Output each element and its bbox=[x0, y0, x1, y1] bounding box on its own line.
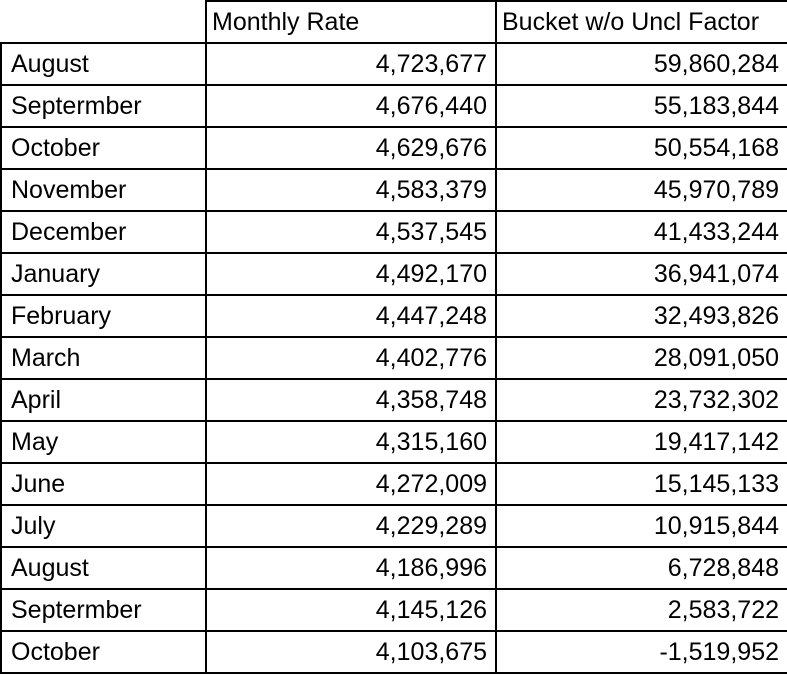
table-row bbox=[1, 421, 787, 463]
bucket-cell: 36,941,074 bbox=[496, 253, 787, 295]
monthly-rate-cell: 4,358,748 bbox=[206, 379, 496, 421]
monthly-rate-cell: 4,103,675 bbox=[206, 631, 496, 673]
table-row bbox=[1, 505, 787, 547]
monthly-rate-cell: 4,676,440 bbox=[206, 85, 496, 127]
bucket-cell: 23,732,302 bbox=[496, 379, 787, 421]
month-cell: January bbox=[1, 253, 206, 295]
month-cell: April bbox=[1, 379, 206, 421]
bucket-cell: 41,433,244 bbox=[496, 211, 787, 253]
bucket-cell: 50,554,168 bbox=[496, 127, 787, 169]
monthly-rate-cell: 4,145,126 bbox=[206, 589, 496, 631]
table-row bbox=[1, 43, 787, 85]
table-row bbox=[1, 253, 787, 295]
table-row bbox=[1, 379, 787, 421]
table-body bbox=[1, 43, 787, 673]
corner-cell bbox=[1, 1, 206, 43]
bucket-header: Bucket w/o Uncl Factor bbox=[496, 1, 787, 43]
header-row bbox=[1, 1, 787, 43]
monthly-rate-cell: 4,272,009 bbox=[206, 463, 496, 505]
table-row bbox=[1, 589, 787, 631]
table-row bbox=[1, 85, 787, 127]
month-cell: March bbox=[1, 337, 206, 379]
bucket-cell: -1,519,952 bbox=[496, 631, 787, 673]
monthly-rate-cell: 4,315,160 bbox=[206, 421, 496, 463]
month-cell: Septermber bbox=[1, 589, 206, 631]
bucket-cell: 2,583,722 bbox=[496, 589, 787, 631]
month-cell: October bbox=[1, 127, 206, 169]
month-cell: July bbox=[1, 505, 206, 547]
month-cell: February bbox=[1, 295, 206, 337]
bucket-cell: 59,860,284 bbox=[496, 43, 787, 85]
monthly-rate-cell: 4,723,677 bbox=[206, 43, 496, 85]
monthly-rate-cell: 4,629,676 bbox=[206, 127, 496, 169]
bucket-cell: 10,915,844 bbox=[496, 505, 787, 547]
table-row bbox=[1, 169, 787, 211]
monthly-rate-cell: 4,186,996 bbox=[206, 547, 496, 589]
bucket-cell: 55,183,844 bbox=[496, 85, 787, 127]
bucket-cell: 19,417,142 bbox=[496, 421, 787, 463]
bucket-cell: 45,970,789 bbox=[496, 169, 787, 211]
table-row bbox=[1, 631, 787, 673]
table-header bbox=[1, 1, 787, 43]
monthly-rate-cell: 4,402,776 bbox=[206, 337, 496, 379]
table-row bbox=[1, 463, 787, 505]
bucket-cell: 15,145,133 bbox=[496, 463, 787, 505]
month-cell: May bbox=[1, 421, 206, 463]
month-cell: August bbox=[1, 547, 206, 589]
month-cell: October bbox=[1, 631, 206, 673]
monthly-rate-cell: 4,229,289 bbox=[206, 505, 496, 547]
table-row bbox=[1, 295, 787, 337]
month-cell: August bbox=[1, 43, 206, 85]
monthly-rate-cell: 4,492,170 bbox=[206, 253, 496, 295]
month-cell: December bbox=[1, 211, 206, 253]
monthly-rate-header: Monthly Rate bbox=[206, 1, 496, 43]
bucket-cell: 6,728,848 bbox=[496, 547, 787, 589]
bucket-cell: 28,091,050 bbox=[496, 337, 787, 379]
month-cell: November bbox=[1, 169, 206, 211]
monthly-rate-cell: 4,447,248 bbox=[206, 295, 496, 337]
month-cell: Septermber bbox=[1, 85, 206, 127]
table-row bbox=[1, 211, 787, 253]
table-row bbox=[1, 337, 787, 379]
monthly-rate-cell: 4,583,379 bbox=[206, 169, 496, 211]
month-cell: June bbox=[1, 463, 206, 505]
bucket-cell: 32,493,826 bbox=[496, 295, 787, 337]
table-row bbox=[1, 127, 787, 169]
monthly-rate-cell: 4,537,545 bbox=[206, 211, 496, 253]
table-row bbox=[1, 547, 787, 589]
